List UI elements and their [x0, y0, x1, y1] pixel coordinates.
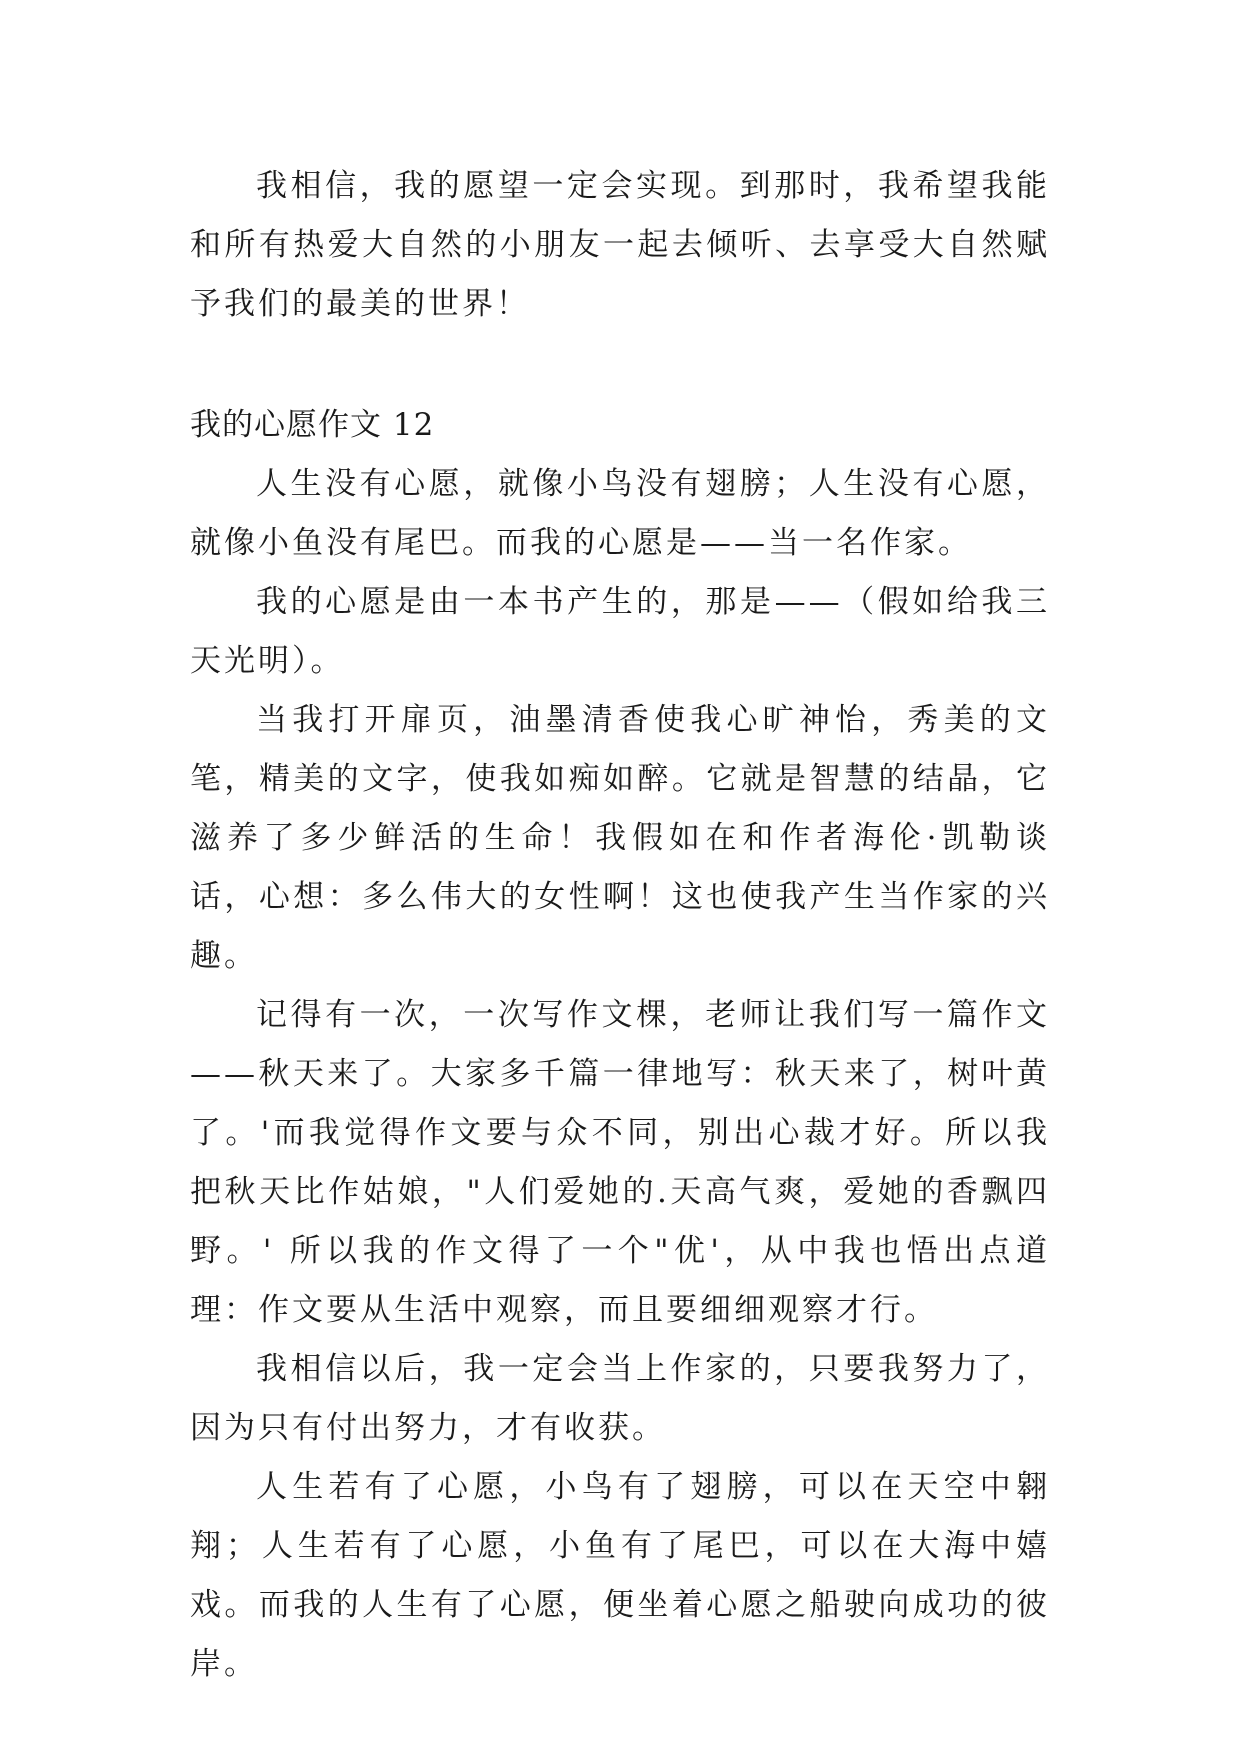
- paragraph-6: 人生若有了心愿，小鸟有了翅膀，可以在天空中翱翔；人生若有了心愿，小鱼有了尾巴，可以在大海中嬉戏。而我的人生有了心愿，便坐着心愿之船驶向成功的彼岸。: [190, 1469, 1050, 1682]
- document-body: [190, 157, 1050, 1694]
- intro-paragraph: 我相信，我的愿望一定会实现。到那时，我希望我能和所有热爱大自然的小朋友一起去倾听、去享受大自然赋予我们的最美的世界！: [190, 168, 1050, 322]
- paragraph-2: 我的心愿是由一本书产生的，那是——（假如给我三天光明）。: [190, 584, 1050, 679]
- paragraph-5: 我相信以后，我一定会当上作家的，只要我努力了，因为只有付出努力，才有收获。: [190, 1351, 1050, 1446]
- paragraph-4: 记得有一次，一次写作文棵，老师让我们写一篇作文——秋天来了。大家多千篇一律地写：秋天来了，树叶黄了。'而我觉得作文要与众不同，别出心裁才好。所以我把秋天比作姑娘，"人们爱她的.天高气爽，爱她的香飘四野。' 所以我的作文得了一个"优'，从中我也悟出点道理：作文要从生活中观察，而且要细细观察才行。: [190, 997, 1050, 1328]
- paragraph-1: 人生没有心愿，就像小鸟没有翅膀；人生没有心愿，就像小鱼没有尾巴。而我的心愿是——当一名作家。: [190, 466, 1050, 561]
- section-title: 我的心愿作文 12: [190, 407, 435, 443]
- paragraph-3: 当我打开扉页，油墨清香使我心旷神怡，秀美的文笔，精美的文字，使我如痴如醉。它就是智慧的结晶，它滋养了多少鲜活的生命！我假如在和作者海伦·凯勒谈话，心想：多么伟大的女性啊！这也使我产生当作家的兴趣。: [190, 702, 1050, 974]
